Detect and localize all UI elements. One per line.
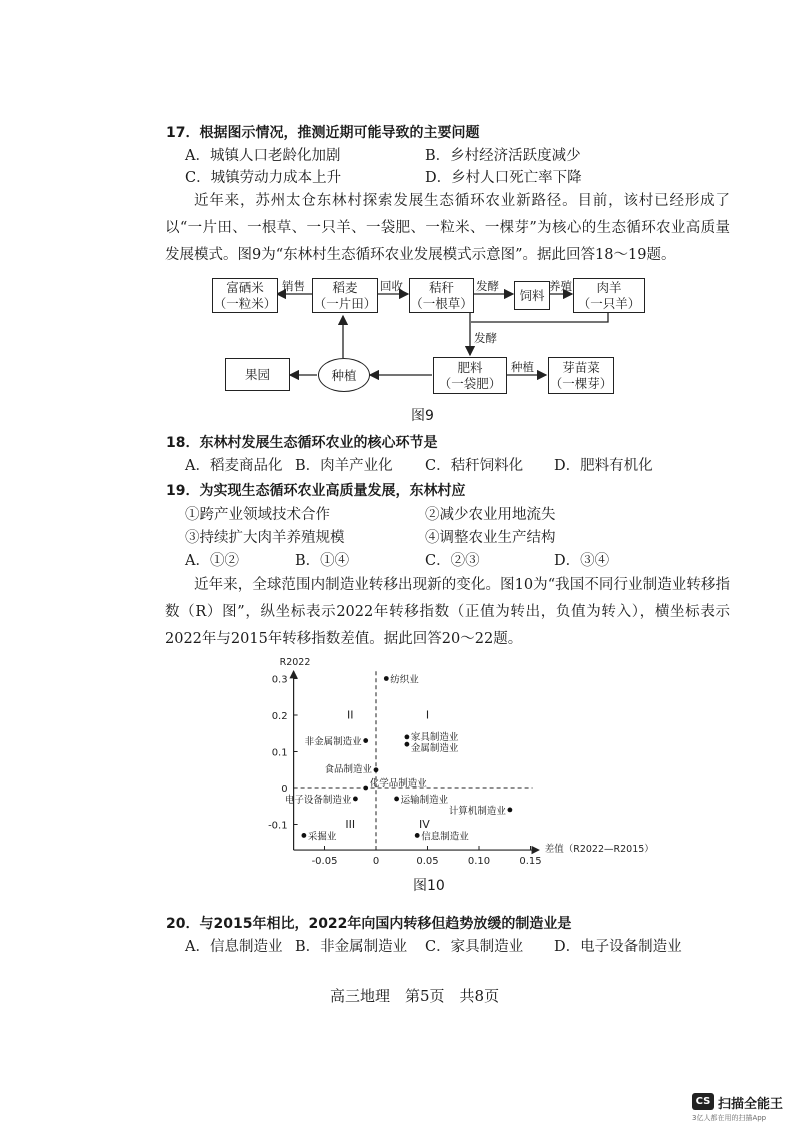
box-fertilizer-line2: （一袋肥） [438,375,502,391]
box-straw-line2: （一根草） [410,295,473,311]
data-point-label: 采掘业 [307,831,337,843]
q19-item-2: ②减少农业用地流失 [425,507,556,523]
q17-option-c: C．城镇劳动力成本上升 [185,170,342,186]
q18-option-b: B．肉羊产业化 [295,458,393,474]
y-tick-label: 0.2 [271,711,288,722]
data-point-label: 家具制造业 [410,731,459,743]
box-feed [514,281,550,310]
box-sprout-line1: 芽苗菜 [562,359,600,375]
box-straw-line1: 秸秆 [428,279,454,295]
quadrant-label: II [347,708,354,722]
box-orchard-label: 果园 [244,366,270,382]
box-sheep-line1: 肉羊 [596,279,622,295]
data-point-label: 化学品制造业 [369,778,427,789]
y-tick-label: 0 [281,784,288,795]
q19-item-3: ③持续扩大肉羊养殖规模 [185,530,345,546]
data-point-label: 金属制造业 [410,743,459,755]
data-point [353,797,358,802]
q17-option-b: B．乡村经济活跃度减少 [425,148,581,164]
scanner-app-name: 扫描全能王 [718,1097,784,1112]
q20-option-d: D．电子设备制造业 [554,939,682,955]
q18-option-c: C．秸秆饲料化 [425,458,524,474]
quadrant-label: IV [419,818,430,832]
data-point [394,797,399,802]
figure-10-chart [260,655,654,870]
arrow-label-raise: 养殖 [549,279,572,293]
arrow-label-recycle: 回收 [380,279,403,293]
box-rice [212,278,278,313]
q17-option-a: A．城镇人口老龄化加剧 [185,148,341,164]
q18-option-d: D．肥料有机化 [554,458,653,474]
data-point-label: 纺织业 [390,674,419,686]
q17-stem: 17．根据图示情况，推测近期可能导致的主要问题 [166,125,480,141]
data-point-label: 运输制造业 [400,794,449,806]
box-sprout-line2: （一棵芽） [549,375,613,391]
q20-stem: 20．与2015年相比，2022年向国内转移但趋势放缓的制造业是 [166,916,572,932]
data-point [363,738,368,743]
y-tick-label: -0.1 [268,820,288,832]
x-tick-label: 0.10 [467,856,491,868]
q20-option-a: A．信息制造业 [185,939,283,955]
box-feed-label: 饲料 [519,287,545,303]
data-point-label: 计算机制造业 [448,805,506,817]
quadrant-label: I [425,708,430,722]
data-point-label: 电子设备制造业 [284,794,352,806]
box-rice-line2: （一粒米） [213,295,277,311]
box-straw [409,278,474,313]
ellipse-plant [318,358,370,392]
ellipse-plant-label: 种植 [331,368,357,383]
data-point [374,767,379,772]
box-wheat-line2: （一片田） [313,295,377,311]
x-tick-label: 0.15 [519,856,542,868]
arrow-label-sell: 销售 [282,279,305,293]
x-tick-label: 0.05 [416,856,439,868]
box-rice-line1: 富硒米 [226,279,264,295]
q19-option-c: C．②③ [425,553,480,569]
box-fertilizer [433,357,507,394]
y-tick-label: 0.1 [271,747,288,759]
data-point-label: 信息制造业 [421,831,469,843]
x-tick-label: 0 [372,856,380,868]
box-orchard [225,358,290,391]
data-point [415,833,420,838]
y-axis-label: R2022 [279,657,311,669]
data-point [405,735,410,740]
arrow-label-plant: 种植 [511,360,534,374]
q19-stem: 19．为实现生态循环农业高质量发展，东林村应 [166,483,466,499]
scanner-tagline: 3亿人都在用的扫描App [692,1114,767,1122]
intro-paragraph-2: 近年来，全球范围内制造业转移出现新的变化。图10为“我国不同行业制造业转移指数（R）图”，纵坐标表示2022年转移指数（正值为转出，负值为转入），横坐标表示2022年与2015年转移指数差值。据此回答20～22题。 [165,577,730,647]
box-sheep-line2: （一只羊） [577,295,641,311]
x-axis-label: 差值（R2022—R2015） [544,844,654,856]
box-wheat-line1: 稻麦 [332,279,358,295]
q19-option-d: D．③④ [554,553,610,569]
q18-stem: 18．东林村发展生态循环农业的核心环节是 [166,435,438,451]
scanner-logo-icon: CS [692,1093,714,1110]
q20-option-c: C．家具制造业 [425,939,524,955]
q19-option-b: B．①④ [295,553,350,569]
figure-9-arrows [0,0,800,400]
y-tick-label: 0.3 [271,674,288,686]
box-fertilizer-line1: 肥料 [457,359,483,375]
intro-paragraph-1: 近年来，苏州太仓东林村探索发展生态循环农业新路径。目前，该村已经形成了以“一片田、一根草、一只羊、一袋肥、一粒米、一棵芽”为核心的生态循环农业高质量发展模式。图9为“东林村生态循环农业发展模式示意图”。据此回答18～19题。 [165,193,730,263]
data-point [384,676,389,681]
data-point-label: 非金属制造业 [304,736,362,748]
data-point-label: 食品制造业 [324,763,372,775]
q19-item-4: ④调整农业生产结构 [425,530,556,546]
box-wheat [312,278,378,313]
quadrant-label: III [345,818,356,832]
q17-option-d: D．乡村人口死亡率下降 [425,170,582,186]
data-point [363,786,368,791]
q18-option-a: A．稻麦商品化 [185,458,283,474]
x-tick-label: -0.05 [311,856,338,868]
data-point [405,742,410,747]
data-point [508,808,513,813]
figure-9-caption: 图9 [411,408,434,424]
page-footer: 高三地理 第5页 共8页 [330,987,500,1005]
figure-10-caption: 图10 [413,878,445,894]
q20-option-b: B．非金属制造业 [295,939,408,955]
arrow-label-ferment-2: 发酵 [474,331,497,345]
data-point [302,833,307,838]
arrow-label-ferment-1: 发酵 [476,279,499,293]
box-sheep [573,278,645,313]
q19-option-a: A．①② [185,553,239,569]
q19-item-1: ①跨产业领域技术合作 [185,507,330,523]
box-sprout [548,357,614,394]
